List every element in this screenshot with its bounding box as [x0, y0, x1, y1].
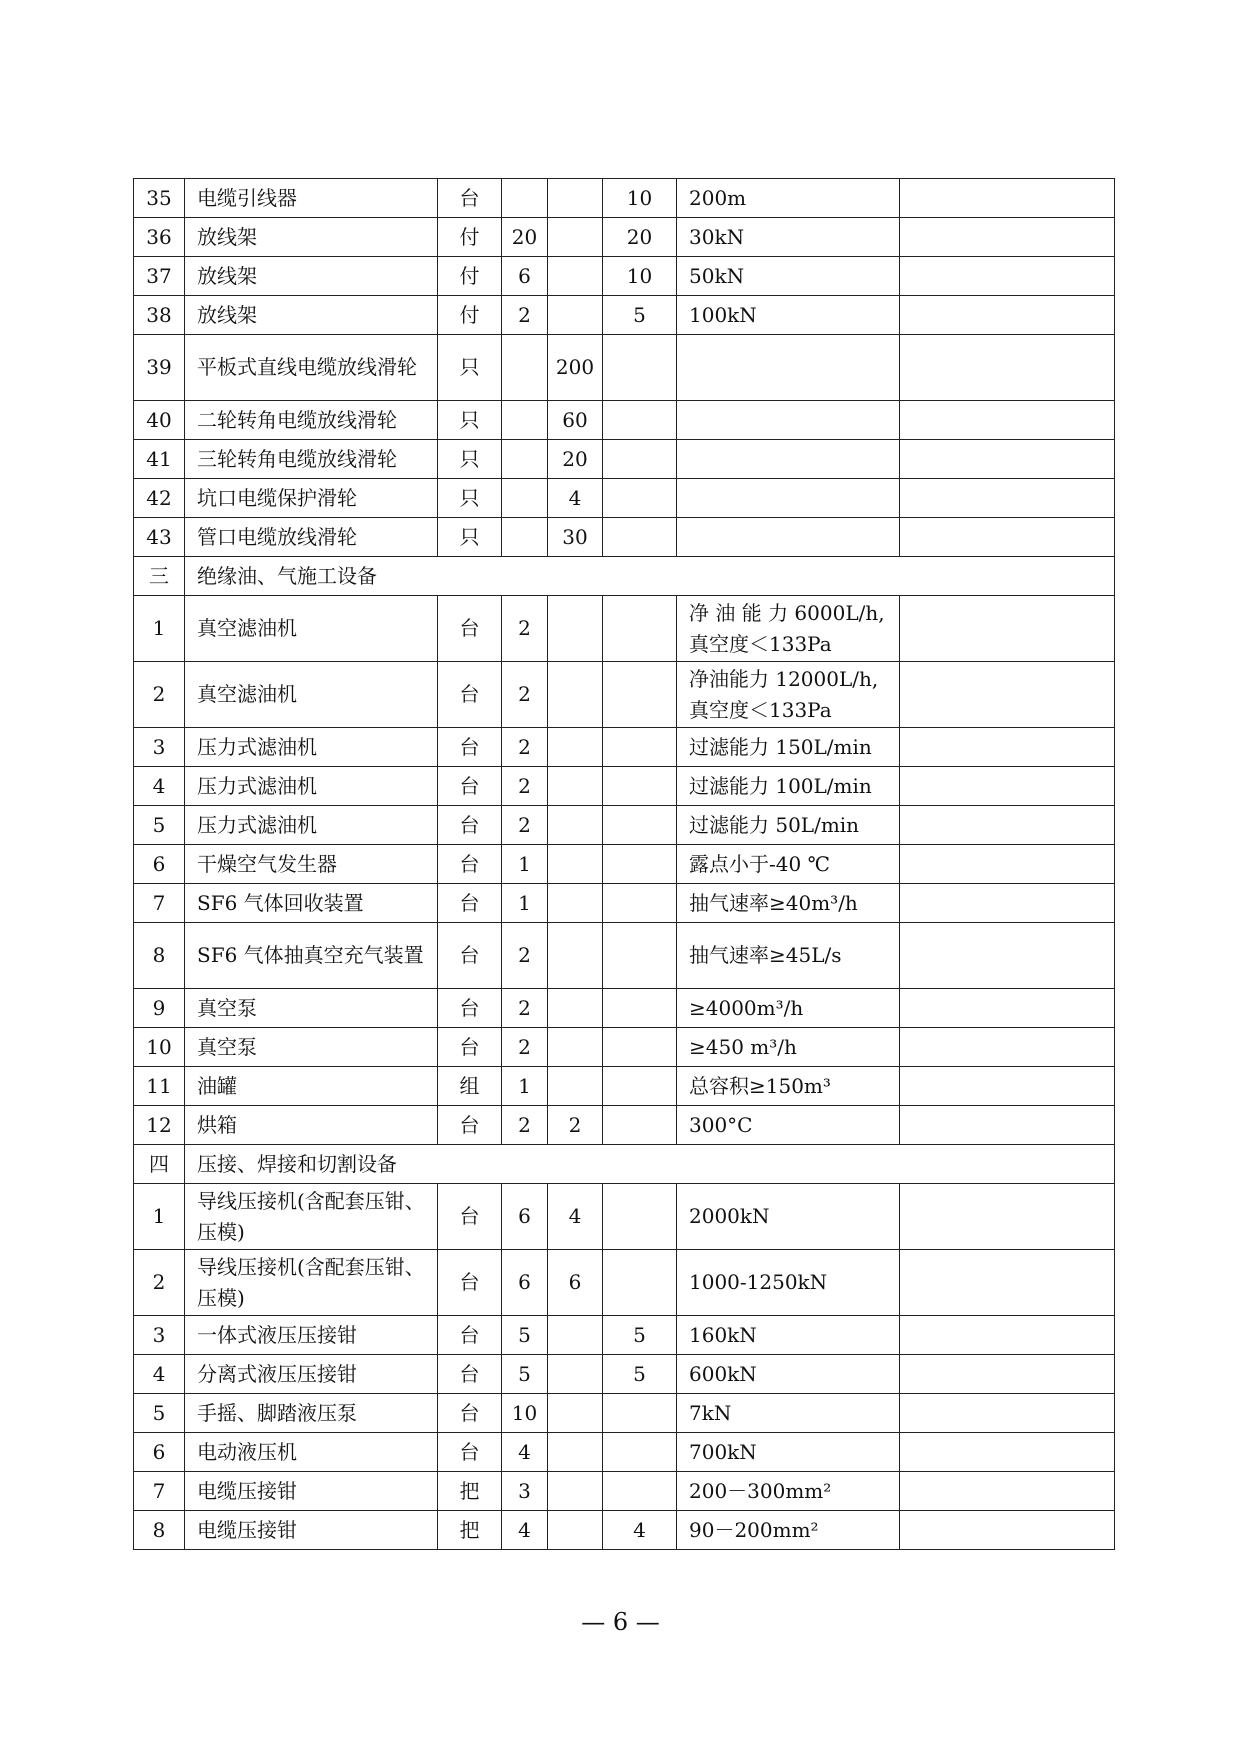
table-row [134, 1394, 1115, 1433]
row-number-cell: 1 [134, 596, 185, 662]
unit-cell: 台 [438, 1433, 502, 1472]
table-row [134, 728, 1115, 767]
quantity-cell-2 [548, 218, 603, 257]
note-cell [900, 296, 1115, 335]
specification-cell: 200m [677, 179, 900, 218]
table-row [134, 1184, 1115, 1250]
note-cell [900, 257, 1115, 296]
note-cell [900, 845, 1115, 884]
unit-cell: 只 [438, 401, 502, 440]
quantity-cell-3 [603, 1106, 677, 1145]
quantity-cell-3 [603, 806, 677, 845]
table-row [134, 1028, 1115, 1067]
row-number-cell: 11 [134, 1067, 185, 1106]
row-number-cell: 2 [134, 662, 185, 728]
note-cell [900, 518, 1115, 557]
quantity-cell-2: 20 [548, 440, 603, 479]
table-row [134, 1316, 1115, 1355]
section-number-cell: 三 [134, 557, 185, 596]
table-row [134, 1250, 1115, 1316]
quantity-cell-1: 2 [502, 1028, 548, 1067]
note-cell [900, 884, 1115, 923]
note-cell [900, 728, 1115, 767]
quantity-cell-2 [548, 1067, 603, 1106]
quantity-cell-2 [548, 1511, 603, 1550]
row-number-cell: 36 [134, 218, 185, 257]
quantity-cell-2 [548, 845, 603, 884]
equipment-name-cell: 分离式液压压接钳 [185, 1355, 438, 1394]
row-number-cell: 35 [134, 179, 185, 218]
unit-cell: 台 [438, 728, 502, 767]
quantity-cell-1: 2 [502, 596, 548, 662]
equipment-name-cell: 一体式液压压接钳 [185, 1316, 438, 1355]
note-cell [900, 806, 1115, 845]
specification-cell: 300°C [677, 1106, 900, 1145]
note-cell [900, 1184, 1115, 1250]
quantity-cell-2 [548, 728, 603, 767]
specification-cell: 2000kN [677, 1184, 900, 1250]
row-number-cell: 5 [134, 1394, 185, 1433]
specification-cell: 净 油 能 力 6000L/h, 真空度＜133Pa [677, 596, 900, 662]
equipment-name-cell: 电缆压接钳 [185, 1472, 438, 1511]
row-number-cell: 9 [134, 989, 185, 1028]
equipment-name-cell: 二轮转角电缆放线滑轮 [185, 401, 438, 440]
row-number-cell: 38 [134, 296, 185, 335]
table-row [134, 335, 1115, 401]
page-number: — 6 — [581, 1608, 660, 1636]
quantity-cell-3 [603, 1067, 677, 1106]
specification-cell: 30kN [677, 218, 900, 257]
table-row [134, 662, 1115, 728]
specification-cell: 200－300mm² [677, 1472, 900, 1511]
quantity-cell-2: 4 [548, 1184, 603, 1250]
equipment-name-cell: 放线架 [185, 296, 438, 335]
quantity-cell-3 [603, 1184, 677, 1250]
unit-cell: 台 [438, 1355, 502, 1394]
equipment-table [133, 178, 1115, 1550]
specification-cell [677, 479, 900, 518]
quantity-cell-3 [603, 335, 677, 401]
quantity-cell-3 [603, 401, 677, 440]
quantity-cell-2 [548, 179, 603, 218]
table-row [134, 845, 1115, 884]
quantity-cell-3: 5 [603, 1355, 677, 1394]
quantity-cell-1 [502, 479, 548, 518]
row-number-cell: 41 [134, 440, 185, 479]
row-number-cell: 6 [134, 845, 185, 884]
quantity-cell-2 [548, 884, 603, 923]
unit-cell: 台 [438, 1028, 502, 1067]
quantity-cell-3 [603, 662, 677, 728]
quantity-cell-3: 5 [603, 296, 677, 335]
specification-cell: 总容积≥150m³ [677, 1067, 900, 1106]
note-cell [900, 1028, 1115, 1067]
unit-cell: 台 [438, 767, 502, 806]
quantity-cell-3 [603, 479, 677, 518]
row-number-cell: 4 [134, 767, 185, 806]
specification-cell: ≥450 m³/h [677, 1028, 900, 1067]
unit-cell: 把 [438, 1511, 502, 1550]
table-row [134, 923, 1115, 989]
equipment-name-cell: 平板式直线电缆放线滑轮 [185, 335, 438, 401]
quantity-cell-3 [603, 1394, 677, 1433]
unit-cell: 只 [438, 479, 502, 518]
table-row [134, 1472, 1115, 1511]
note-cell [900, 596, 1115, 662]
note-cell [900, 1355, 1115, 1394]
quantity-cell-3: 10 [603, 257, 677, 296]
equipment-name-cell: 油罐 [185, 1067, 438, 1106]
table-row [134, 767, 1115, 806]
table-row [134, 179, 1115, 218]
quantity-cell-2 [548, 296, 603, 335]
quantity-cell-1: 1 [502, 1067, 548, 1106]
quantity-cell-3 [603, 518, 677, 557]
row-number-cell: 37 [134, 257, 185, 296]
equipment-name-cell: 真空泵 [185, 989, 438, 1028]
quantity-cell-2 [548, 596, 603, 662]
row-number-cell: 12 [134, 1106, 185, 1145]
row-number-cell: 7 [134, 1472, 185, 1511]
table-row [134, 518, 1115, 557]
quantity-cell-1 [502, 440, 548, 479]
row-number-cell: 5 [134, 806, 185, 845]
unit-cell: 台 [438, 923, 502, 989]
quantity-cell-3 [603, 1250, 677, 1316]
quantity-cell-2 [548, 767, 603, 806]
table-row [134, 440, 1115, 479]
specification-cell: 7kN [677, 1394, 900, 1433]
specification-cell: 过滤能力 100L/min [677, 767, 900, 806]
unit-cell: 只 [438, 440, 502, 479]
note-cell [900, 179, 1115, 218]
note-cell [900, 440, 1115, 479]
unit-cell: 台 [438, 989, 502, 1028]
quantity-cell-1: 2 [502, 728, 548, 767]
specification-cell [677, 335, 900, 401]
quantity-cell-1: 2 [502, 767, 548, 806]
row-number-cell: 4 [134, 1355, 185, 1394]
table-row [134, 218, 1115, 257]
equipment-name-cell: 真空滤油机 [185, 596, 438, 662]
table-row [134, 884, 1115, 923]
quantity-cell-1: 2 [502, 806, 548, 845]
row-number-cell: 3 [134, 1316, 185, 1355]
quantity-cell-2 [548, 923, 603, 989]
unit-cell: 台 [438, 806, 502, 845]
quantity-cell-3 [603, 1433, 677, 1472]
quantity-cell-1: 10 [502, 1394, 548, 1433]
specification-cell: 90－200mm² [677, 1511, 900, 1550]
equipment-name-cell: 真空泵 [185, 1028, 438, 1067]
specification-cell: 露点小于-40 ℃ [677, 845, 900, 884]
quantity-cell-3 [603, 1472, 677, 1511]
row-number-cell: 8 [134, 923, 185, 989]
equipment-name-cell: 电缆压接钳 [185, 1511, 438, 1550]
equipment-name-cell: 导线压接机(含配套压钳、压模) [185, 1184, 438, 1250]
equipment-name-cell: 压力式滤油机 [185, 767, 438, 806]
quantity-cell-1: 2 [502, 296, 548, 335]
quantity-cell-2 [548, 1355, 603, 1394]
quantity-cell-1: 2 [502, 662, 548, 728]
quantity-cell-3 [603, 845, 677, 884]
unit-cell: 台 [438, 1394, 502, 1433]
quantity-cell-3 [603, 728, 677, 767]
quantity-cell-2: 4 [548, 479, 603, 518]
note-cell [900, 1433, 1115, 1472]
specification-cell: 抽气速率≥45L/s [677, 923, 900, 989]
specification-cell: 600kN [677, 1355, 900, 1394]
table-row [134, 989, 1115, 1028]
equipment-name-cell: 坑口电缆保护滑轮 [185, 479, 438, 518]
note-cell [900, 662, 1115, 728]
section-row [134, 557, 1115, 596]
unit-cell: 付 [438, 257, 502, 296]
section-number-cell: 四 [134, 1145, 185, 1184]
note-cell [900, 923, 1115, 989]
quantity-cell-3 [603, 884, 677, 923]
quantity-cell-1: 6 [502, 1250, 548, 1316]
quantity-cell-1: 6 [502, 1184, 548, 1250]
unit-cell: 台 [438, 884, 502, 923]
table-row [134, 296, 1115, 335]
quantity-cell-3 [603, 767, 677, 806]
quantity-cell-1: 20 [502, 218, 548, 257]
specification-cell: 700kN [677, 1433, 900, 1472]
unit-cell: 台 [438, 1316, 502, 1355]
equipment-name-cell: 放线架 [185, 218, 438, 257]
row-number-cell: 43 [134, 518, 185, 557]
equipment-name-cell: 电动液压机 [185, 1433, 438, 1472]
specification-cell: 1000-1250kN [677, 1250, 900, 1316]
unit-cell: 台 [438, 1106, 502, 1145]
equipment-name-cell: 干燥空气发生器 [185, 845, 438, 884]
row-number-cell: 40 [134, 401, 185, 440]
quantity-cell-2 [548, 1028, 603, 1067]
unit-cell: 把 [438, 1472, 502, 1511]
quantity-cell-1: 3 [502, 1472, 548, 1511]
specification-cell: 100kN [677, 296, 900, 335]
row-number-cell: 39 [134, 335, 185, 401]
row-number-cell: 7 [134, 884, 185, 923]
quantity-cell-1 [502, 335, 548, 401]
quantity-cell-2 [548, 1394, 603, 1433]
specification-cell [677, 401, 900, 440]
unit-cell: 只 [438, 518, 502, 557]
quantity-cell-3 [603, 1028, 677, 1067]
table-row [134, 1106, 1115, 1145]
row-number-cell: 10 [134, 1028, 185, 1067]
row-number-cell: 8 [134, 1511, 185, 1550]
quantity-cell-1: 2 [502, 989, 548, 1028]
table-row [134, 1067, 1115, 1106]
quantity-cell-1: 4 [502, 1511, 548, 1550]
table-row [134, 257, 1115, 296]
table-row [134, 401, 1115, 440]
note-cell [900, 1511, 1115, 1550]
unit-cell: 组 [438, 1067, 502, 1106]
quantity-cell-2 [548, 1316, 603, 1355]
unit-cell: 台 [438, 1250, 502, 1316]
unit-cell: 台 [438, 179, 502, 218]
quantity-cell-1: 5 [502, 1355, 548, 1394]
quantity-cell-3: 5 [603, 1316, 677, 1355]
quantity-cell-2: 6 [548, 1250, 603, 1316]
quantity-cell-1 [502, 179, 548, 218]
quantity-cell-2 [548, 1433, 603, 1472]
equipment-name-cell: 压力式滤油机 [185, 728, 438, 767]
quantity-cell-3 [603, 989, 677, 1028]
note-cell [900, 1106, 1115, 1145]
equipment-name-cell: 烘箱 [185, 1106, 438, 1145]
table-row [134, 806, 1115, 845]
quantity-cell-3: 10 [603, 179, 677, 218]
specification-cell [677, 518, 900, 557]
unit-cell: 台 [438, 596, 502, 662]
unit-cell: 台 [438, 1184, 502, 1250]
note-cell [900, 218, 1115, 257]
quantity-cell-2: 2 [548, 1106, 603, 1145]
note-cell [900, 1067, 1115, 1106]
table-row [134, 479, 1115, 518]
quantity-cell-1 [502, 401, 548, 440]
equipment-name-cell: SF6 气体抽真空充气装置 [185, 923, 438, 989]
equipment-name-cell: 三轮转角电缆放线滑轮 [185, 440, 438, 479]
row-number-cell: 42 [134, 479, 185, 518]
note-cell [900, 767, 1115, 806]
quantity-cell-3: 20 [603, 218, 677, 257]
specification-cell: ≥4000m³/h [677, 989, 900, 1028]
quantity-cell-2: 200 [548, 335, 603, 401]
specification-cell: 160kN [677, 1316, 900, 1355]
quantity-cell-1: 2 [502, 1106, 548, 1145]
quantity-cell-1: 4 [502, 1433, 548, 1472]
quantity-cell-2: 60 [548, 401, 603, 440]
unit-cell: 付 [438, 296, 502, 335]
note-cell [900, 479, 1115, 518]
specification-cell: 过滤能力 150L/min [677, 728, 900, 767]
quantity-cell-3 [603, 923, 677, 989]
table-row [134, 596, 1115, 662]
quantity-cell-3 [603, 596, 677, 662]
specification-cell: 50kN [677, 257, 900, 296]
quantity-cell-2 [548, 989, 603, 1028]
quantity-cell-1: 2 [502, 923, 548, 989]
unit-cell: 台 [438, 662, 502, 728]
note-cell [900, 1472, 1115, 1511]
equipment-name-cell: SF6 气体回收装置 [185, 884, 438, 923]
quantity-cell-3: 4 [603, 1511, 677, 1550]
note-cell [900, 335, 1115, 401]
equipment-name-cell: 手摇、脚踏液压泵 [185, 1394, 438, 1433]
equipment-name-cell: 放线架 [185, 257, 438, 296]
note-cell [900, 989, 1115, 1028]
row-number-cell: 6 [134, 1433, 185, 1472]
note-cell [900, 1316, 1115, 1355]
quantity-cell-2: 30 [548, 518, 603, 557]
quantity-cell-1: 5 [502, 1316, 548, 1355]
quantity-cell-1: 6 [502, 257, 548, 296]
note-cell [900, 1250, 1115, 1316]
equipment-name-cell: 压力式滤油机 [185, 806, 438, 845]
quantity-cell-2 [548, 662, 603, 728]
unit-cell: 付 [438, 218, 502, 257]
table-row [134, 1511, 1115, 1550]
quantity-cell-2 [548, 806, 603, 845]
quantity-cell-2 [548, 1472, 603, 1511]
section-title-cell: 压接、焊接和切割设备 [185, 1145, 1115, 1184]
table-row [134, 1433, 1115, 1472]
specification-cell [677, 440, 900, 479]
specification-cell: 净油能力 12000L/h, 真空度＜133Pa [677, 662, 900, 728]
equipment-name-cell: 导线压接机(含配套压钳、压模) [185, 1250, 438, 1316]
equipment-name-cell: 真空滤油机 [185, 662, 438, 728]
equipment-name-cell: 电缆引线器 [185, 179, 438, 218]
quantity-cell-1: 1 [502, 845, 548, 884]
quantity-cell-2 [548, 257, 603, 296]
row-number-cell: 2 [134, 1250, 185, 1316]
unit-cell: 台 [438, 845, 502, 884]
quantity-cell-1: 1 [502, 884, 548, 923]
row-number-cell: 3 [134, 728, 185, 767]
specification-cell: 过滤能力 50L/min [677, 806, 900, 845]
equipment-name-cell: 管口电缆放线滑轮 [185, 518, 438, 557]
row-number-cell: 1 [134, 1184, 185, 1250]
section-title-cell: 绝缘油、气施工设备 [185, 557, 1115, 596]
quantity-cell-3 [603, 440, 677, 479]
section-row [134, 1145, 1115, 1184]
table-row [134, 1355, 1115, 1394]
unit-cell: 只 [438, 335, 502, 401]
specification-cell: 抽气速率≥40m³/h [677, 884, 900, 923]
note-cell [900, 401, 1115, 440]
note-cell [900, 1394, 1115, 1433]
quantity-cell-1 [502, 518, 548, 557]
